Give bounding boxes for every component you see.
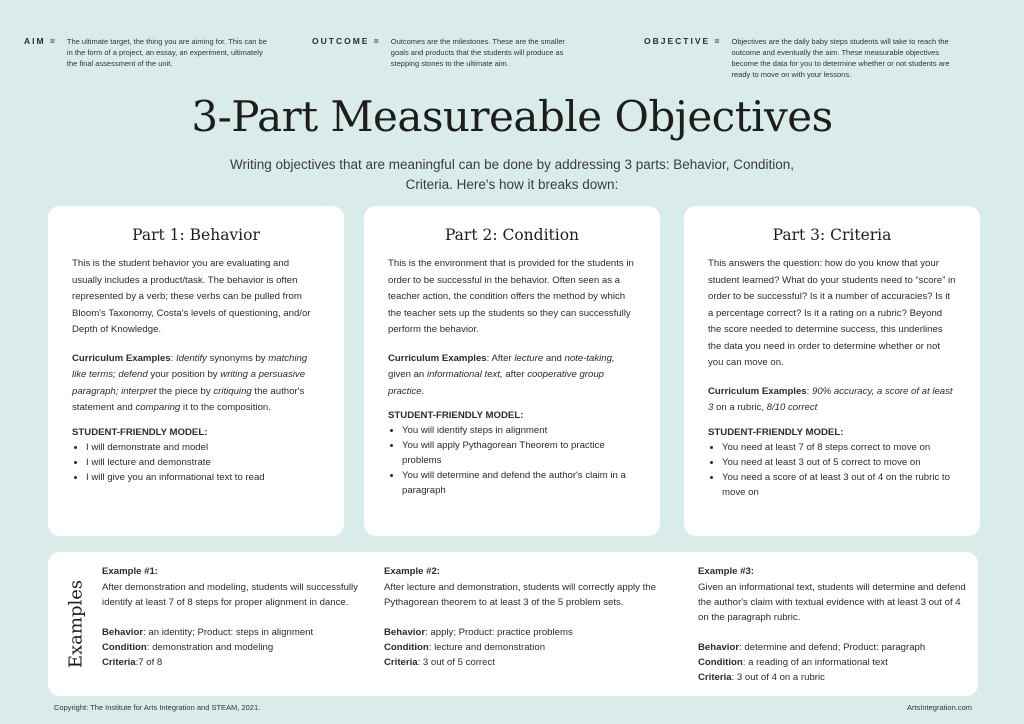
model-list [72,440,320,485]
model-label: STUDENT-FRIENDLY MODEL: [72,426,208,438]
model-item: • You need a score of at least 3 out of 4 on the rubric to move on [722,470,956,500]
curriculum-examples [388,351,636,401]
example-condition [384,640,656,655]
condition-label: Condition [384,642,429,653]
part-description: This is the environment that is provided for the students in order to be successful in the behavior. Often seen as a teacher action, the condition offers the method by which the teacher sets up the students so they can successfully perform the behavior. [388,258,634,335]
aim-definition [24,36,267,69]
curriculum-label: Curriculum Examples [708,385,807,397]
model-item: • You need at least 3 out of 5 correct to move on [722,455,956,470]
condition-value: : demonstration and modeling [146,642,274,653]
condition-value: : lecture and demonstration [428,642,546,653]
example-title: Example #2: [384,566,440,577]
model-item: • You will apply Pythagorean Theorem to practice problems [402,438,636,468]
example-behavior [102,625,360,640]
criteria-value: : 3 out of 4 on a rubric [731,672,825,683]
example-behavior [384,625,656,640]
criteria-label: Criteria [384,657,418,668]
example-3 [698,564,968,685]
behavior-label: Behavior [384,627,426,638]
objective-text: Objectives are the daily baby steps students will take to reach the outcome and eventually the aim. These measurable objectives become the data for you to determine whether or not students are ready to move on with your lessons. [731,37,950,79]
behavior-label: Behavior [102,627,144,638]
example-criteria [384,655,656,670]
criteria-value: :7 of 8 [135,657,163,668]
model-list [388,423,636,498]
condition-label: Condition [698,657,743,668]
part-heading: Part 3: Criteria [772,226,892,244]
curriculum-text: : After lecture and note-taking, given an informational text, after cooperative group practice. [388,352,615,397]
outcome-definition [312,36,576,69]
example-body: After lecture and demonstration, students will correctly apply the Pythagorean theorem to at least 3 of the 5 problem sets. [384,582,656,608]
curriculum-label: Curriculum Examples [72,352,171,364]
example-title: Example #3: [698,566,754,577]
behavior-label: Behavior [698,642,740,653]
outcome-term: OUTCOME = [312,36,381,46]
condition-label: Condition [102,642,147,653]
example-body: After demonstration and modeling, students will successfully identify at least 7 of 8 steps for proper alignment in dance. [102,582,358,608]
criteria-label: Criteria [102,657,136,668]
objective-definition [644,36,967,80]
example-criteria [698,670,968,685]
part-heading: Part 1: Behavior [132,226,260,244]
part-heading: Part 2: Condition [444,226,580,244]
criteria-value: : 3 out of 5 correct [417,657,495,668]
curriculum-examples [72,351,320,417]
condition-value: : a reading of an informational text [742,657,888,668]
site-link[interactable]: ArtsIntegration.com [906,703,972,712]
part-card-behavior [48,206,344,536]
aim-term: AIM = [24,36,57,46]
examples-label [56,552,96,696]
model-label: STUDENT-FRIENDLY MODEL: [708,426,844,438]
example-criteria [102,655,360,670]
curriculum-text: : 90% accuracy, a score of at least 3 on a rubric, 8/10 correct [708,385,953,413]
behavior-value: : an identity; Product: steps in alignment [143,627,314,638]
behavior-value: : apply; Product: practice problems [425,627,573,638]
model-item: • You will determine and defend the author's claim in a paragraph [402,468,636,498]
example-2 [384,564,656,670]
part-card-criteria [684,206,980,536]
model-item: • I will give you an informational text to read [86,470,320,485]
part-card-condition [364,206,660,536]
examples-panel [48,552,978,696]
model-item: • I will lecture and demonstrate [86,455,320,470]
example-1 [102,564,360,670]
model-item: • I will demonstrate and model [86,440,320,455]
curriculum-examples [708,384,956,417]
part-description: This answers the question: how do you know that your student learned? What do your students need to “score” in order to be successful? Is it a number of accuracies? Is it a percentage correct? Is it a rating on a rubric? Beyond the score needed to determine success, this underlines the data you need in order to determine whether or not you can move on. [708,258,956,368]
objective-term: OBJECTIVE = [644,36,722,46]
model-list [708,440,956,500]
part-description: This is the student behavior you are evaluating and usually includes a product/task. The behavior is often represented by a verb; these verbs can be pulled from Bloom's Taxonomy, Costa's levels of questioning, and/or Depth of Knowledge. [72,258,311,335]
example-body: Given an informational text, students will determine and defend the author's claim with textual evidence with at least 3 out of 4 on the paragraph rubric. [698,582,966,623]
examples-label-text: Examples [65,579,87,669]
outcome-text: Outcomes are the milestones. These are the smaller goals and products that the students will produce as stepping stones to the ultimate aim. [390,37,565,68]
model-item: • You will identify steps in alignment [402,423,636,438]
example-condition [102,640,360,655]
page-title: 3-Part Measureable Objectives [191,92,833,141]
example-condition [698,655,968,670]
criteria-label: Criteria [698,672,732,683]
definitions-row [24,36,1004,96]
page-subtitle: Writing objectives that are meaningful can be done by addressing 3 parts: Behavior, Condition, Criteria. Here's how it breaks down: [229,157,795,192]
example-title: Example #1: [102,566,158,577]
curriculum-label: Curriculum Examples [388,352,487,364]
curriculum-text: : Identify synonyms by matching like terms; defend your position by writing a persuasive paragraph; interpret the piece by critiquing the author's statement and comparing it to the composition. [72,352,308,413]
model-label: STUDENT-FRIENDLY MODEL: [388,410,524,421]
behavior-value: : determine and defend; Product: paragraph [739,642,926,653]
copyright-text: Copyright: The Institute for Arts Integration and STEAM, 2021. [54,703,261,712]
example-behavior [698,640,968,655]
aim-text: The ultimate target, the thing you are aiming for. This can be in the form of a project, an essay, an experiment, ultimately the final assessment of the unit. [66,37,267,68]
model-item: • You need at least 7 of 8 steps correct to move on [722,440,956,455]
